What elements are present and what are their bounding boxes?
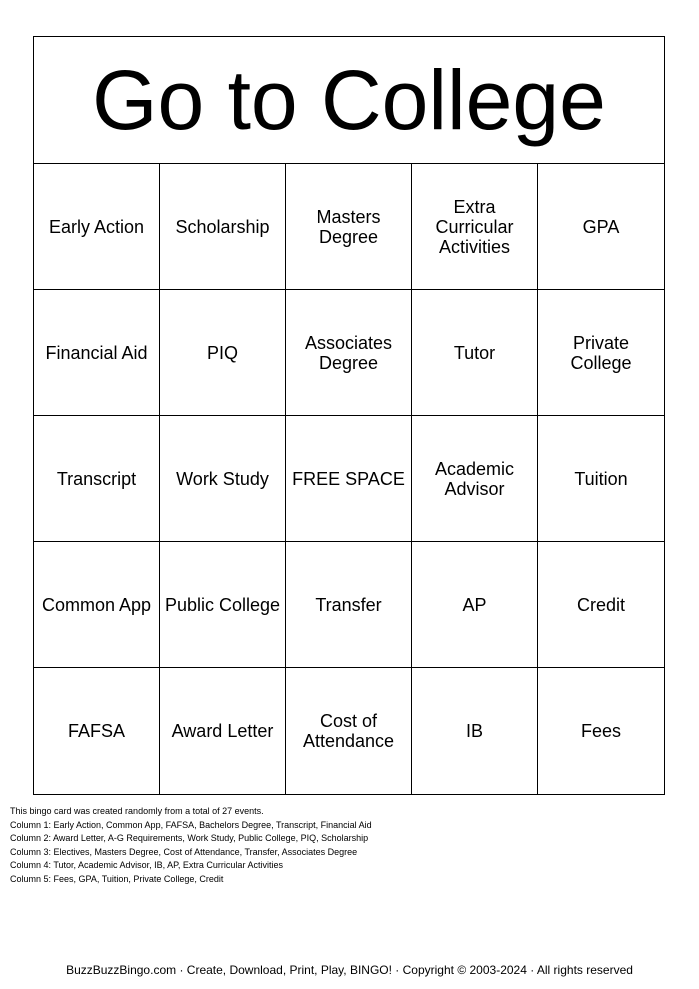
page-footer: BuzzBuzzBingo.com · Create, Download, Print, Play, BINGO! · Copyright © 2003-2024 · All rights reserved <box>66 963 633 977</box>
free-space-cell: FREE SPACE <box>286 416 412 542</box>
bingo-cell: Masters Degree <box>286 164 412 290</box>
card-header <box>34 37 664 164</box>
bingo-cell: Award Letter <box>160 668 286 794</box>
notes-column-3: Column 3: Electives, Masters Degree, Cost of Attendance, Transfer, Associates Degree <box>10 846 358 857</box>
bingo-grid <box>34 164 664 794</box>
bingo-cell: GPA <box>538 164 664 290</box>
bingo-cell: Transfer <box>286 542 412 668</box>
bingo-cell: Early Action <box>34 164 160 290</box>
notes-column-2: Column 2: Award Letter, A-G Requirements, Work Study, Public College, PIQ, Scholarship <box>10 833 369 843</box>
bingo-cell: Fees <box>580 721 622 741</box>
bingo-cell: IB <box>412 668 538 794</box>
bingo-cell: Scholarship <box>160 164 286 290</box>
bingo-cell: AP <box>412 542 538 668</box>
bingo-cell: Credit <box>538 542 664 668</box>
notes-column-1: Column 1: Early Action, Common App, FAFSA, Bachelors Degree, Transcript, Financial Aid <box>10 819 372 830</box>
bingo-card <box>33 36 665 795</box>
card-notes <box>10 805 372 886</box>
notes-column-5: Column 5: Fees, GPA, Tuition, Private College, Credit <box>10 873 224 884</box>
bingo-cell: Private College <box>538 290 664 416</box>
bingo-cell: Cost of Attendance <box>286 668 412 794</box>
bingo-cell: FAFSA <box>34 668 160 794</box>
bingo-cell: Financial Aid <box>34 290 160 416</box>
bingo-cell: Tuition <box>538 416 664 542</box>
bingo-cell: Extra Curricular Activities <box>412 164 538 290</box>
notes-column-4: Column 4: Tutor, Academic Advisor, IB, AP, Extra Curricular Activities <box>10 860 283 870</box>
bingo-cell: PIQ <box>160 290 286 416</box>
card-title: Go to College <box>92 53 606 147</box>
bingo-cell: Tutor <box>412 290 538 416</box>
bingo-cell: Common App <box>34 542 160 668</box>
notes-summary: This bingo card was created randomly from a total of 27 events. <box>10 806 264 816</box>
bingo-cell: Transcript <box>34 416 160 542</box>
bingo-cell: Public College <box>160 542 286 668</box>
bingo-cell: Academic Advisor <box>412 416 538 542</box>
bingo-cell: Work Study <box>160 416 286 542</box>
bingo-cell: Associates Degree <box>286 290 412 416</box>
